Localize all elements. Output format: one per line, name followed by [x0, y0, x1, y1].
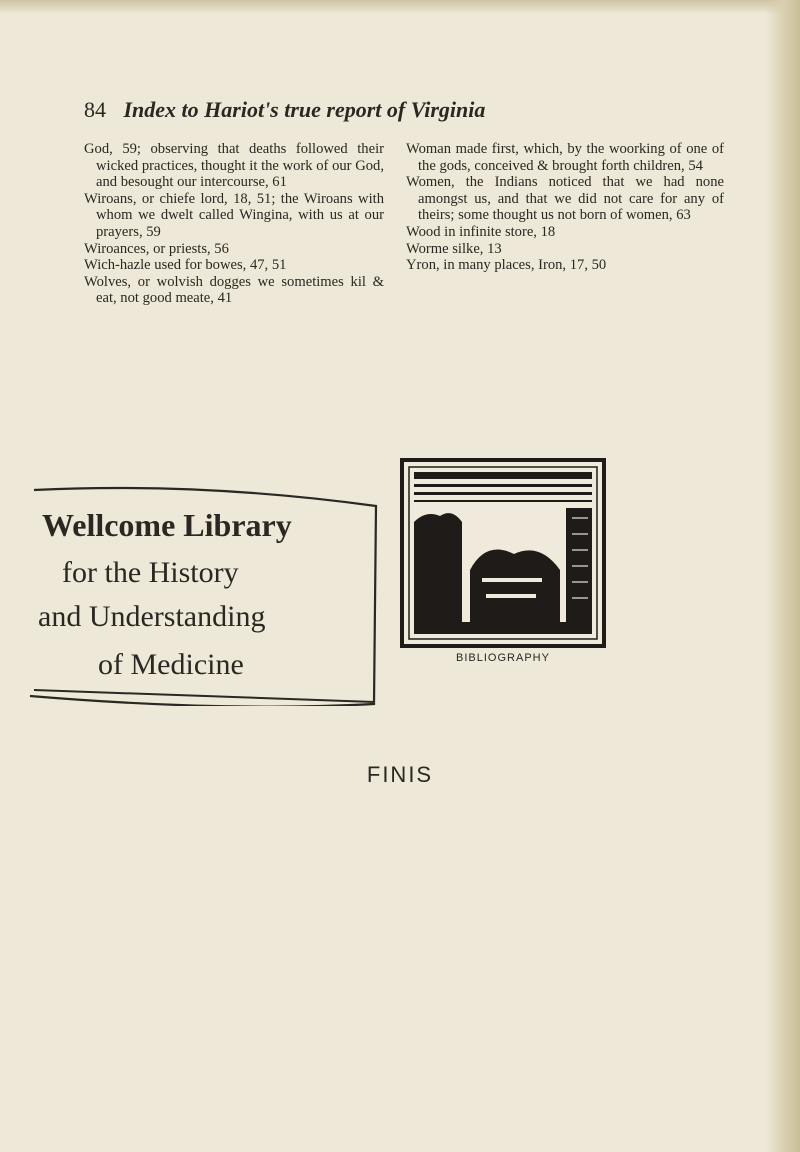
- index-entry: Wiroans, or chiefe lord, 18, 51; the Wiroans with whom we dwelt called Wingina, with us at our prayers, 59: [84, 190, 384, 240]
- wellcome-library-stamp: [22, 480, 382, 706]
- index-entry: Yron, in many places, Iron, 17, 50: [406, 257, 607, 274]
- index-entry: Wiroances, or priests, 56: [84, 240, 229, 257]
- index-column-right: [406, 141, 724, 274]
- page-top-shadow: [0, 0, 800, 14]
- bookplate-caption: BIBLIOGRAPHY: [456, 652, 550, 664]
- index-entry: Wolves, or wolvish dogges we sometimes kil & eat, not good meate, 41: [84, 273, 384, 307]
- bibliography-bookplate-image: [400, 458, 606, 668]
- stamp-line-3: and Understanding: [38, 600, 266, 633]
- index-entry: Women, the Indians noticed that we had none amongst us, and that we did not care for any of theirs; some thought us not born of women, 63: [406, 174, 724, 224]
- index-entry: God, 59; observing that deaths followed their wicked practices, thought it the work of our God, and besought our intercourse, 61: [84, 141, 384, 191]
- page-edge-shadow: [766, 0, 800, 1152]
- index-entry: Worme silke, 13: [406, 240, 502, 257]
- index-entry: Wood in infinite store, 18: [406, 223, 556, 240]
- stamp-line-1: Wellcome Library: [42, 507, 292, 543]
- index-entry: Wich-hazle used for bowes, 47, 51: [84, 257, 287, 274]
- stamp-line-4: of Medicine: [98, 648, 244, 681]
- stamp-line-2: for the History: [62, 556, 239, 589]
- index-column-left: [84, 141, 384, 307]
- page-number: 84: [84, 97, 106, 122]
- finis-text: FINIS: [366, 762, 434, 787]
- index-entry: Woman made first, which, by the woorking of one of the gods, conceived & brought forth children, 54: [406, 141, 724, 174]
- running-title: Index to Hariot's true report of Virginia: [123, 97, 486, 122]
- running-header: [84, 97, 724, 123]
